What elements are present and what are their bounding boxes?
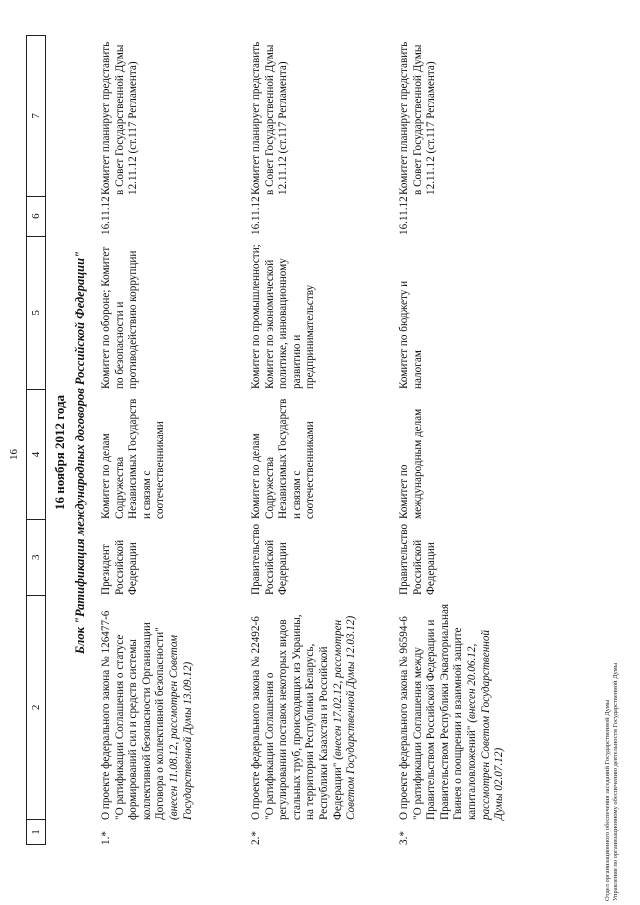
action-note: Комитет планирует представить в Совет Государственной Думы 12.11.12 (ст.117 Регламента) xyxy=(398,41,438,195)
bill-note: (внесен 11.08.12, рассмотрен Советом Государственной Думы 13.09.12) xyxy=(167,634,194,820)
footer-line-1: Отдел организационного обеспечения заседаний Государственной Думы xyxy=(604,699,611,901)
bill-note: (внесен 17.02.12, рассмотрен Советом Государственной Думы 12.03.12) xyxy=(331,615,358,820)
responsible-committee: Комитет по международным делам xyxy=(398,408,424,519)
footer-line-2: Управления по организационному обеспечению деятельности Государственной Думы xyxy=(612,662,619,901)
column-header-6: 6 xyxy=(27,196,45,236)
row-number: 2.* xyxy=(250,831,262,845)
block-heading: Блок "Ратификация международных договоров Российской Федерации" xyxy=(73,251,87,655)
review-date: 16.11.12 xyxy=(250,196,262,235)
bill-title-text: О проекте федерального закона № 96594-6 "О ратификации Соглашения между Правительством Российской Федерации и Правительством Республики Экваториальная Гвинея о поощрении и взаимной защите капиталовложений" xyxy=(398,603,478,820)
action-note: Комитет планирует представить в Совет Государственной Думы 12.11.12 (ст.117 Регламента) xyxy=(250,41,290,195)
row-number: 1.* xyxy=(100,831,112,845)
table-row xyxy=(250,35,359,845)
action-note: Комитет планирует представить в Совет Государственной Думы 12.11.12 (ст.117 Регламента) xyxy=(100,41,140,195)
date-heading: 16 ноября 2012 года xyxy=(52,394,67,511)
bill-title xyxy=(398,595,507,820)
column-header-5: 5 xyxy=(27,236,45,390)
column-number-header xyxy=(26,35,46,845)
bill-title-text: О проекте федерального закона № 22492-6 "О ратификации Соглашения о регулировании поставок некоторых видов стальных труб, происходящих из Украины, на территории Республики Беларусь, Республики Казахстан и Российской Федерации" xyxy=(250,614,344,820)
column-header-1: 1 xyxy=(27,819,45,844)
initiator: Правительство Российской Федерации xyxy=(398,523,438,595)
page-number: 16 xyxy=(8,449,20,460)
table-row xyxy=(398,35,507,845)
co-committees: Комитет по промышленности; Комитет по экономической политике, инновационному развитию и предпринимательству xyxy=(250,244,317,389)
co-committees: Комитет по обороне; Комитет по безопасности и противодействию коррупции xyxy=(100,246,140,389)
row-number: 3.* xyxy=(398,831,410,845)
responsible-committee: Комитет по делам Содружества Независимых Государств и связям с соотечественниками xyxy=(250,398,317,519)
bill-title xyxy=(250,595,359,820)
column-header-4: 4 xyxy=(27,389,45,519)
responsible-committee: Комитет по делам Содружества Независимых Государств и связям с соотечественниками xyxy=(100,398,167,519)
initiator: Президент Российской Федерации xyxy=(100,539,140,595)
column-header-7: 7 xyxy=(30,113,42,119)
bill-note: (внесен 20.06.12, рассмотрен Советом Государственной Думы 02.07.12) xyxy=(465,629,506,820)
column-header-3: 3 xyxy=(27,519,45,595)
bill-title xyxy=(100,595,195,820)
initiator: Правительство Российской Федерации xyxy=(250,523,290,595)
column-header-2: 2 xyxy=(27,595,45,819)
co-committees: Комитет по бюджету и налогам xyxy=(398,280,424,389)
footer-note xyxy=(604,663,620,901)
table-row xyxy=(100,35,195,845)
review-date: 16.11.12 xyxy=(100,196,112,235)
review-date: 16.11.12 xyxy=(398,196,410,235)
bill-title-text: О проекте федерального закона № 126477-6 "О ратификации Соглашения о статусе формирований сил и средств системы коллективной безопасности Организации Договора о коллективной безопасности" xyxy=(100,610,167,820)
